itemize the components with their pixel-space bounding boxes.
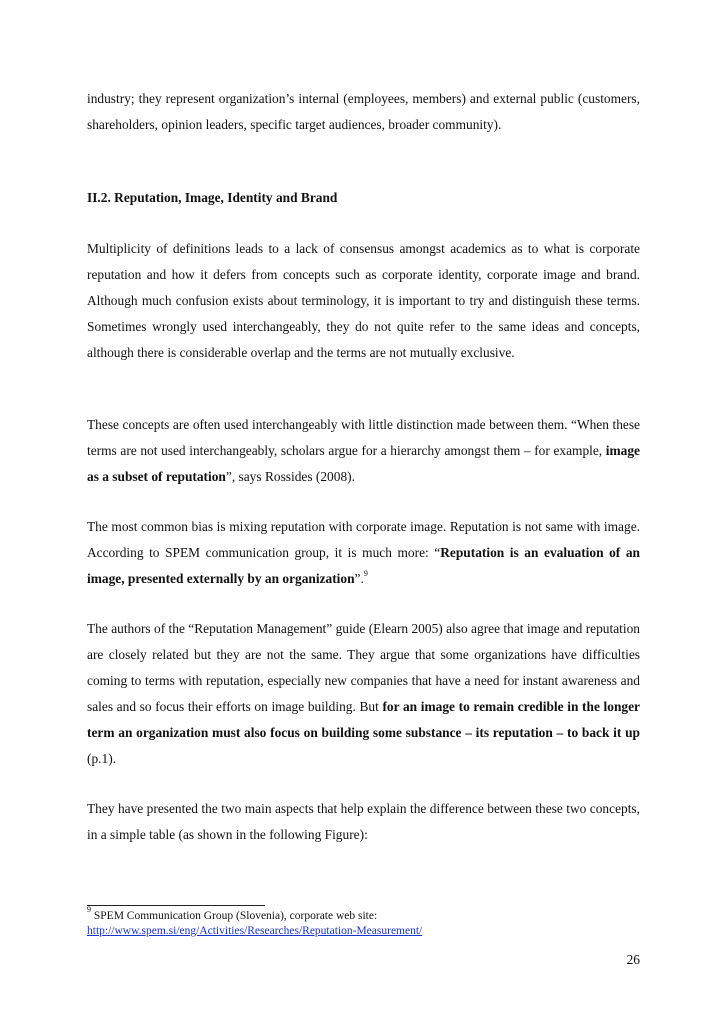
p4-bold: for an image to remain credible in the longer term an organization must also focus on building some substance – its reputation – to back it up xyxy=(87,699,640,740)
paragraph-interchangeable xyxy=(87,412,640,490)
paragraph-two-aspects: They have presented the two main aspects that help explain the difference between these two concepts, in a simple table (as shown in the following Figure): xyxy=(87,801,640,842)
footnote-divider xyxy=(87,905,265,906)
paragraph-intro-continued: industry; they represent organization’s internal (employees, members) and external public (customers, shareholders, opinion leaders, specific target audiences, broader community). xyxy=(87,91,640,132)
p2-bold: image as a subset of reputation xyxy=(87,443,640,484)
paragraph-definitions: Multiplicity of definitions leads to a lack of consensus amongst academics as to what is corporate reputation and how it defers from concepts such as corporate identity, corporate image and brand. Although much confusion exists about terminology, it is important to try and distinguish these terms. Sometimes wrongly used interchangeably, they do not quite refer to the same ideas and concepts, although there is considerable overlap and the terms are not mutually exclusive. xyxy=(87,241,640,360)
footnote-ref[interactable]: 9 xyxy=(363,569,368,578)
p2-text-b: ”, says Rossides (2008). xyxy=(225,469,355,484)
paragraph-reputation-management xyxy=(87,616,640,772)
p3-text-a: The most common bias is mixing reputation with corporate image. Reputation is not same with image. According to SPEM communication group, it is much more: “ xyxy=(87,519,640,560)
footnote-text: SPEM Communication Group (Slovenia), corporate web site: xyxy=(91,910,378,922)
section-heading: II.2. Reputation, Image, Identity and Brand xyxy=(87,190,338,205)
footnote-link[interactable]: http://www.spem.si/eng/Activities/Researches/Reputation-Measurement/ xyxy=(87,925,423,937)
page-number: 26 xyxy=(626,952,640,967)
p3-text-b: ”. xyxy=(354,571,364,586)
p4-text-b: (p.1). xyxy=(87,751,117,766)
p4-text-a: The authors of the “Reputation Management” guide (Elearn 2005) also agree that image and reputation are closely related but they are not the same. They argue that some organizations have difficulties coming to terms with reputation, especially new companies that have a need for instant awareness and sales and so focus their efforts on image building. But xyxy=(87,621,640,714)
paragraph-common-bias xyxy=(87,514,640,592)
footnote-number: 9 xyxy=(87,905,91,914)
footnote xyxy=(87,905,647,939)
p2-text-a: These concepts are often used interchangeably with little distinction made between them. “When these terms are not used interchangeably, scholars argue for a hierarchy amongst them – for example, xyxy=(87,417,640,458)
p3-bold: Reputation is an evaluation of an image, presented externally by an organization xyxy=(87,545,640,586)
